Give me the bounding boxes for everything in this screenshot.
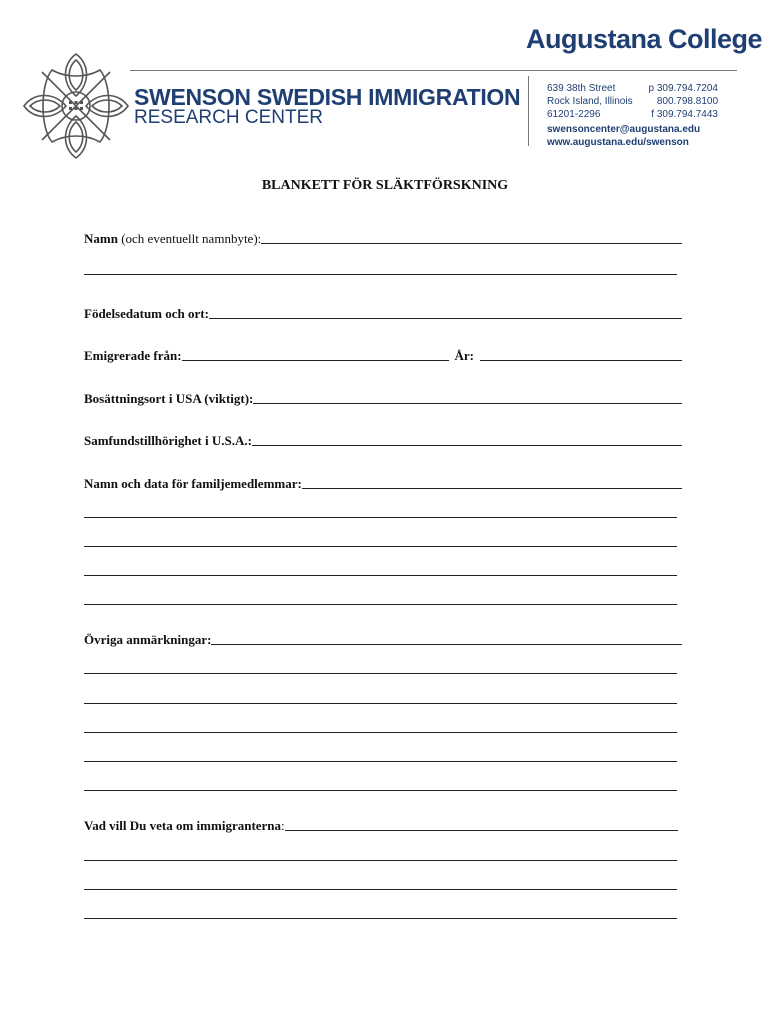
birth-field[interactable]: [209, 317, 682, 319]
congregation-label: Samfundstillhörighet i U.S.A.:: [84, 433, 252, 448]
wish-line[interactable]: [84, 889, 677, 890]
remarks-line[interactable]: [84, 732, 677, 733]
family-line[interactable]: [84, 575, 677, 576]
family-label: Namn och data för familjemedlemmar:: [84, 476, 302, 491]
website-link[interactable]: www.augustana.edu/swenson: [547, 137, 689, 148]
wish-line[interactable]: [84, 918, 677, 919]
phone-line: 800.798.8100: [656, 96, 718, 107]
family-line[interactable]: [84, 604, 677, 605]
address-line: 61201-2296: [547, 109, 601, 120]
birth-label: Födelsedatum och ort:: [84, 306, 209, 321]
remarks-row: [84, 630, 682, 648]
name-extra-line[interactable]: [84, 274, 677, 275]
swenson-emblem-icon: [22, 50, 130, 162]
name-hint: (och eventuellt namnbyte):: [117, 231, 262, 246]
year-field[interactable]: [480, 359, 682, 361]
header-divider: [528, 76, 529, 146]
birth-row: [84, 304, 682, 322]
phone-block: [640, 82, 718, 121]
congregation-field[interactable]: [252, 444, 682, 446]
center-subtitle: RESEARCH CENTER: [134, 107, 323, 128]
wish-colon: :: [281, 818, 285, 833]
family-line[interactable]: [84, 517, 677, 518]
emigrated-field[interactable]: [182, 359, 449, 361]
college-logo: Augustana College: [526, 24, 763, 54]
remarks-field[interactable]: [211, 643, 682, 645]
remarks-line[interactable]: [84, 673, 677, 674]
address-line: Rock Island, Illinois: [547, 96, 633, 107]
address-block: [547, 82, 633, 121]
wish-label: Vad vill Du veta om immigranterna: [84, 818, 282, 833]
center-title: SWENSON SWEDISH IMMIGRATION: [134, 84, 521, 110]
form-title: BLANKETT FÖR SLÄKTFÖRSKNING: [261, 178, 509, 193]
web-block: [547, 123, 700, 149]
emigrated-label: Emigrerade från:: [84, 348, 182, 363]
settlement-field[interactable]: [253, 402, 682, 404]
name-label: Namn: [84, 231, 118, 246]
remarks-line[interactable]: [84, 790, 677, 791]
name-row: [84, 229, 682, 247]
phone-line: p 309.794.7204: [648, 83, 718, 94]
settlement-row: [84, 389, 682, 407]
remarks-line[interactable]: [84, 703, 677, 704]
wish-field[interactable]: [285, 829, 678, 831]
wish-row: [84, 816, 678, 834]
name-field[interactable]: [261, 242, 682, 244]
family-field[interactable]: [302, 487, 682, 489]
family-line[interactable]: [84, 546, 677, 547]
phone-line: f 309.794.7443: [651, 109, 718, 120]
email-link[interactable]: swensoncenter@augustana.edu: [547, 124, 701, 135]
settlement-label: Bosättningsort i USA (viktigt):: [84, 391, 254, 406]
remarks-label: Övriga anmärkningar:: [84, 632, 212, 647]
year-label: År:: [454, 348, 474, 363]
wish-line[interactable]: [84, 860, 677, 861]
family-row: [84, 474, 682, 492]
congregation-row: [84, 431, 682, 449]
remarks-line[interactable]: [84, 761, 677, 762]
header-rule: [130, 70, 737, 71]
emigrated-row: [84, 346, 682, 364]
address-line: 639 38th Street: [547, 83, 616, 94]
